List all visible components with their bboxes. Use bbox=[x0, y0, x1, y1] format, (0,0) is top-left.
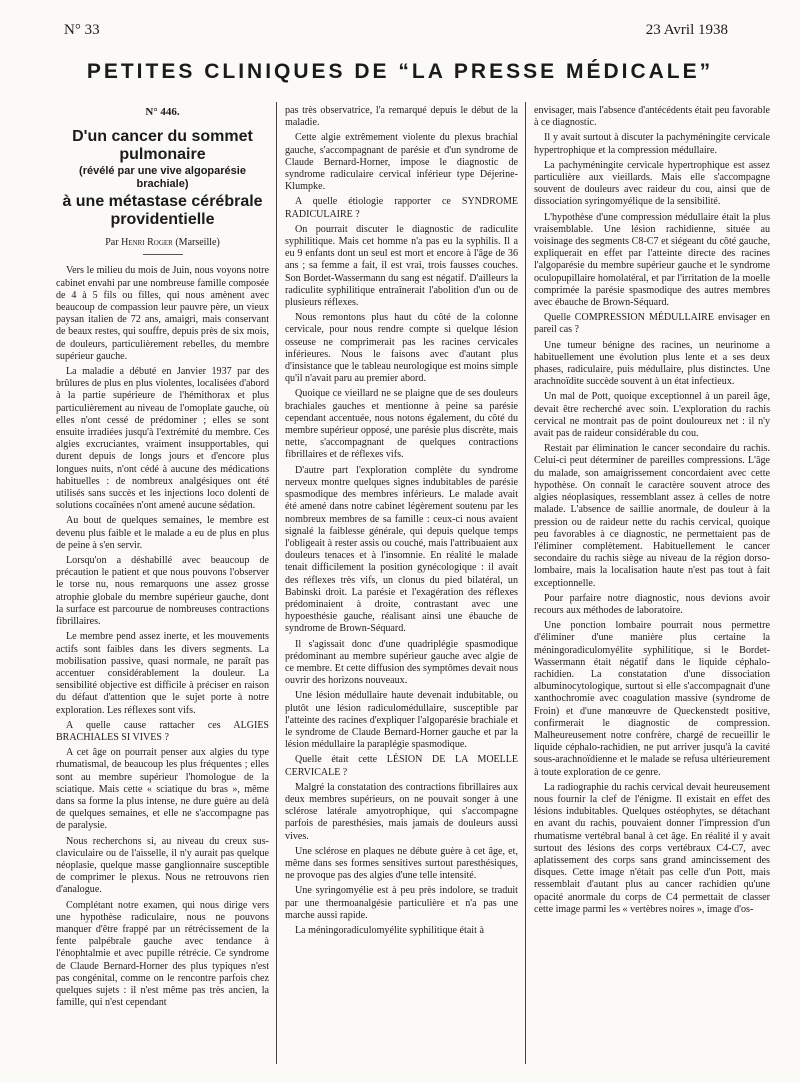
paragraph: Quoique ce vieillard ne se plaigne que de ses douleurs brachiales gauches et mentionne à peine sa parésie cependant accentuée, nous notons également, du côté du membre supérieur opposé, une parésie plus discrète, mais nette, s'accompagnant de quelques contractions fibrillaires et de réflexes vifs. bbox=[285, 388, 518, 461]
section-question: Quelle COMPRESSION MÉDULLAIRE envisager en pareil cas ? bbox=[534, 312, 770, 336]
paragraph: Pour parfaire notre diagnostic, nous devions avoir recours aux méthodes de laboratoire. bbox=[534, 592, 770, 616]
separator bbox=[143, 254, 183, 255]
paragraph: D'autre part l'exploration complète du syndrome nerveux montre quelques signes indubitables de parésie spasmodique des membres inférieurs. Le malade avait été amené dans notre cabinet légèrement soutenu par les nombreux membres de sa famille : ceux-ci nous avaient signalé la faiblesse générale, qui depuis quelque temps l'obligeait à rester assis ou couché, mais l'attribuaient aux douleurs tenaces et à l'insomnie. En réalité le malade tenait difficilement la position gynécologique : il avait des réflexes très vifs, un clonus du pied bilatéral, un Babinski droit. La parésie et l'exagération des réflexes prédominaient à droite, contrastant avec une hypoesthésie gauche, réalisant ainsi une ébauche de syndrome de Brown-Séquard. bbox=[285, 464, 518, 635]
issue-number: N° 33 bbox=[64, 22, 100, 38]
paragraph: Vers le milieu du mois de Juin, nous voyons notre cabinet envahi par une nombreuse famille composée de 4 à 5 fils ou filles, qui nous amènent avec beaucoup de compassion leur pauvre père, un vieux paysan italien de 72 ans, amaigri, mais conservant de beaux restes, qui souffre, depuis près de six mois, de douleurs, particulièrement rebelles, du membre supérieur gauche. bbox=[56, 265, 269, 362]
column-rule-right bbox=[525, 102, 526, 1064]
byline-par: Par bbox=[105, 237, 119, 249]
paragraph: Un mal de Pott, quoique exceptionnel à un pareil âge, devait être recherché avec soin. L'exploration du rachis cervical ne montrait pas de point douloureux net : il n'y avait pas de raideur considérable du cou. bbox=[534, 391, 770, 440]
column-1 bbox=[56, 104, 269, 1064]
section-question: Quelle était cette LÉSION DE LA MOELLE CERVICALE ? bbox=[285, 754, 518, 778]
paragraph: Une lésion médullaire haute devenait indubitable, ou plutôt une lésion radiculomédullaire, susceptible par l'atteinte des racines d'expliquer l'algoparésie brachiale et le syndrome de Claude Bernard-Horner gauche et par la lésion médullaire la paraplégie spasmodique. bbox=[285, 690, 518, 751]
paragraph: Au bout de quelques semaines, le membre est devenu plus faible et le malade a eu de plus en plus de peine à s'en servir. bbox=[56, 515, 269, 551]
paragraph: pas très observatrice, l'a remarqué depuis le début de la maladie. bbox=[285, 105, 518, 129]
paragraph: Une syringomyélie est à peu près indolore, se traduit par une thermoanalgésie particulière et n'a pas une marche aussi rapide. bbox=[285, 885, 518, 921]
section-question: A quelle étiologie rapporter ce SYNDROME RADICULAIRE ? bbox=[285, 196, 518, 220]
article-number: N° 446. bbox=[145, 106, 180, 118]
paragraph: Complétant notre examen, qui nous dirige vers une hypothèse radiculaire, nous ne pouvons manquer d'être frappé par un rétrécissement de la fente palpébrale gauche avec tendance à l'énophtalmie et avec pupille rétrécie. Ce syndrome de Claude Bernard-Horner des plus typiques n'est pas congénital, comme on le rencontre parfois chez quelques sujets : il n'est même pas très ancien, la famille, qui n'est cependant bbox=[56, 899, 269, 1009]
column-2 bbox=[285, 105, 518, 1065]
byline-author: Henri Roger bbox=[121, 237, 173, 249]
paragraph: On pourrait discuter le diagnostic de radiculite syphilitique. Mais cet homme n'a pas eu la syphilis. Il a eu 9 enfants dont un seul est mort et encore à l'âge de 36 ans ; sa femme a fait, il est vrai, trois fausses couches. Son Bordet-Wassermann du sang est négatif. D'ailleurs la radiculite syphilitique entraînerait l'abolition d'un ou de plusieurs réflexes. bbox=[285, 223, 518, 309]
paragraph: envisager, mais l'absence d'antécédents était peu favorable à ce diagnostic. bbox=[534, 105, 770, 129]
paragraph: La pachyméningite cervicale hypertrophique est assez particulière aux vieillards. Mais elle s'accompagne souvent de douleurs avec raideur du cou, ainsi que de dissociation syringomyélique de la sensibilité. bbox=[534, 159, 770, 208]
paragraph: Nous recherchons si, au niveau du creux sus-claviculaire ou de l'aisselle, il n'y aurait pas quelque néoplasie, quelque masse ganglionnaire susceptible de comprimer le plexus. Nous ne retrouvons rien d'analogue. bbox=[56, 835, 269, 896]
paragraph: Restait par élimination le cancer secondaire du rachis. Celui-ci peut déterminer de pareilles compressions. L'âge du malade, son amaigrissement concordaient avec cette hypothèse. On connaît le caractère souvent atroce des algies néoplasiques, ressemblant assez à celles de notre malade. L'absence de saillie anormale, de douleur à la pression ou de raideur nette du rachis cervical, quoique peu favorables à ce diagnostic, ne permettaient pas de l'éliminer complètement. Habituellement le cancer secondaire du rachis siège au niveau de la région dorso-lombaire, mais la localisation haute n'est pas tout à fait exceptionnelle. bbox=[534, 443, 770, 589]
paragraph: Cette algie extrêmement violente du plexus brachial gauche, s'accompagnant de parésie et d'un syndrome de Claude Bernard-Horner, impose le diagnostic de syndrome radiculaire cervical inférieur type Déjerine-Klumpke. bbox=[285, 132, 518, 193]
article-title-subtitle: (révélé par une vive algoparésie brachiale) bbox=[79, 165, 246, 191]
paragraph: Une sclérose en plaques ne débute guère à cet âge, et, même dans ses formes sensitives surtout paresthésiques, ne provoque pas des algies d'une telle intensité. bbox=[285, 845, 518, 882]
column-rule-left bbox=[276, 102, 277, 1064]
column-3 bbox=[534, 105, 770, 1065]
paragraph: Le membre pend assez inerte, et les mouvements actifs sont faibles dans les divers segments. La mobilisation passive, quasi normale, ne paraît pas accentuer considérablement la douleur. La sensibilité objective est difficile à préciser en raison du défaut d'attention que le sujet porte à notre exploration. Les réflexes sont vifs. bbox=[56, 631, 269, 716]
paragraph: L'hypothèse d'une compression médullaire était la plus vraisemblable. Une lésion rachidienne, située au voisinage des segments C8-C7 et siégeant du côté gauche, expliquerait en effet par l'atteinte directe des racines l'algoparésie du membre supérieur gauche et le syndrome oculopupillaire homolatéral, et par l'irritation de la moelle comprimée la parésie spasmodique des autres membres avec ébauche de Brown-Séquard. bbox=[534, 211, 770, 309]
paragraph: Malgré la constatation des contractions fibrillaires aux deux membres supérieurs, on ne pouvait songer à une sclérose latérale amyotrophique, qui s'accompagne parfois de paresthésies, mais jamais de douleurs aussi vives. bbox=[285, 781, 518, 842]
paragraph: Une ponction lombaire pourrait nous permettre d'éliminer d'une manière plus certaine la méningoradiculomyélite syphilitique, si le Bordet-Wassermann était négatif dans le liquide céphalo-rachidien. La constatation d'une dissociation albuminocytologique, surtout si elle s'accompagnait d'une xanthochromie avec coagulation massive (syndrome de Froin) et d'une manœuvre de Queckenstedt positive, confirmerait le diagnostic de compression. Malheureusement notre confrère, chargé de recueillir le liquide céphalo-rachidien, ne put arriver jusqu'à la cavité sous-arachnoïdienne et le malade se refusa ultérieurement à toute exploration de ce genre. bbox=[534, 620, 770, 778]
masthead: PETITES CLINIQUES DE “LA PRESSE MÉDICALE” bbox=[86, 60, 714, 83]
paragraph: La radiographie du rachis cervical devait heureusement nous fournir la clef de l'énigme. Il existait en effet des lésions indubitables. Quelques ostéophytes, se détachant en avant du rachis, pouvaient donner l'impression d'un rhumatisme vertébral banal à cet âge. En réalité il y avait surtout des lésions des corps vertébraux C4-C7, avec aplatissement des corps sans grand amincissement des disques. Cette image n'était pas celle d'un Pott, mais ressemblait d'autant plus au cancer rachidien qu'une opacité anormale du corps de C4 permettait de classer cette image parmi les « vertèbres noires », image d'os- bbox=[534, 781, 770, 915]
paragraph: Une tumeur bénigne des racines, un neurinome a habituellement une évolution plus lente et a ses deux phases, radiculaire, puis médullaire, plus distinctes. Une arachnoïdite succède souvent à un état infectieux. bbox=[534, 339, 770, 388]
paragraph: Lorsqu'on a déshabillé avec beaucoup de précaution le patient et que nous pouvons l'observer le torse nu, nous remarquons une assez grosse atrophie globale du membre supérieur gauche, dont la surface est parcourue de nombreuses contractions fibrillaires. bbox=[56, 555, 269, 628]
paragraph: La maladie a débuté en Janvier 1937 par des brûlures de plus en plus violentes, localisées d'abord à la partie supérieure de l'hémithorax et plus particulièrement au niveau de l'omoplate gauche, où elles n'ont cessé de prédominer ; elles se sont ensuite irradiées jusqu'à l'extrémité du membre. Ces algies excruciantes, vraiment insupportables, qui durent depuis de longs jours et d'encore plus longues nuits, n'ont cédé à aucune des médications habituelles : de nombreux analgésiques ont été utilisés sans succès et les injections loco dolenti de solutions cocaïnées n'ont amené aucune sédation. bbox=[56, 366, 269, 512]
byline bbox=[56, 237, 269, 249]
paragraph: La méningoradiculomyélite syphilitique était à bbox=[295, 925, 484, 936]
byline-place: (Marseille) bbox=[175, 237, 220, 249]
paragraph: Il y avait surtout à discuter la pachyméningite cervicale hypertrophique et la compression médullaire. bbox=[534, 132, 770, 156]
article-title-continuation: à une métastase cérébrale providentielle bbox=[62, 193, 263, 229]
section-question: A quelle cause rattacher ces ALGIES BRACHIALES SI VIVES ? bbox=[56, 719, 269, 743]
article-title-main: D'un cancer du sommet pulmonaire bbox=[72, 128, 253, 164]
issue-date: 23 Avril 1938 bbox=[645, 22, 728, 38]
paragraph: Il s'agissait donc d'une quadriplégie spasmodique prédominant au membre supérieur gauche avec algie de ce membre. Et cette diffusion des symptômes devait nous ouvrir des horizons nouveaux. bbox=[285, 638, 518, 687]
paragraph: A cet âge on pourrait penser aux algies du type rhumatismal, de beaucoup les plus fréquentes ; elles sont au membre supérieur l'homologue de la sciatique. Mais cette « sciatique du bras », même dans sa forme la plus intense, ne dure guère au delà de quelques semaines, et elle ne s'accompagne pas de paralysie. bbox=[56, 747, 269, 832]
paragraph: Nous remontons plus haut du côté de la colonne cervicale, pour nous rendre compte si quelque lésion osseuse ne comprimerait pas les racines cervicales inférieures. Nous le faisons avec d'autant plus d'insistance que le tableau neurologique est moins simple qu'il n'avait paru au premier abord. bbox=[285, 312, 518, 385]
